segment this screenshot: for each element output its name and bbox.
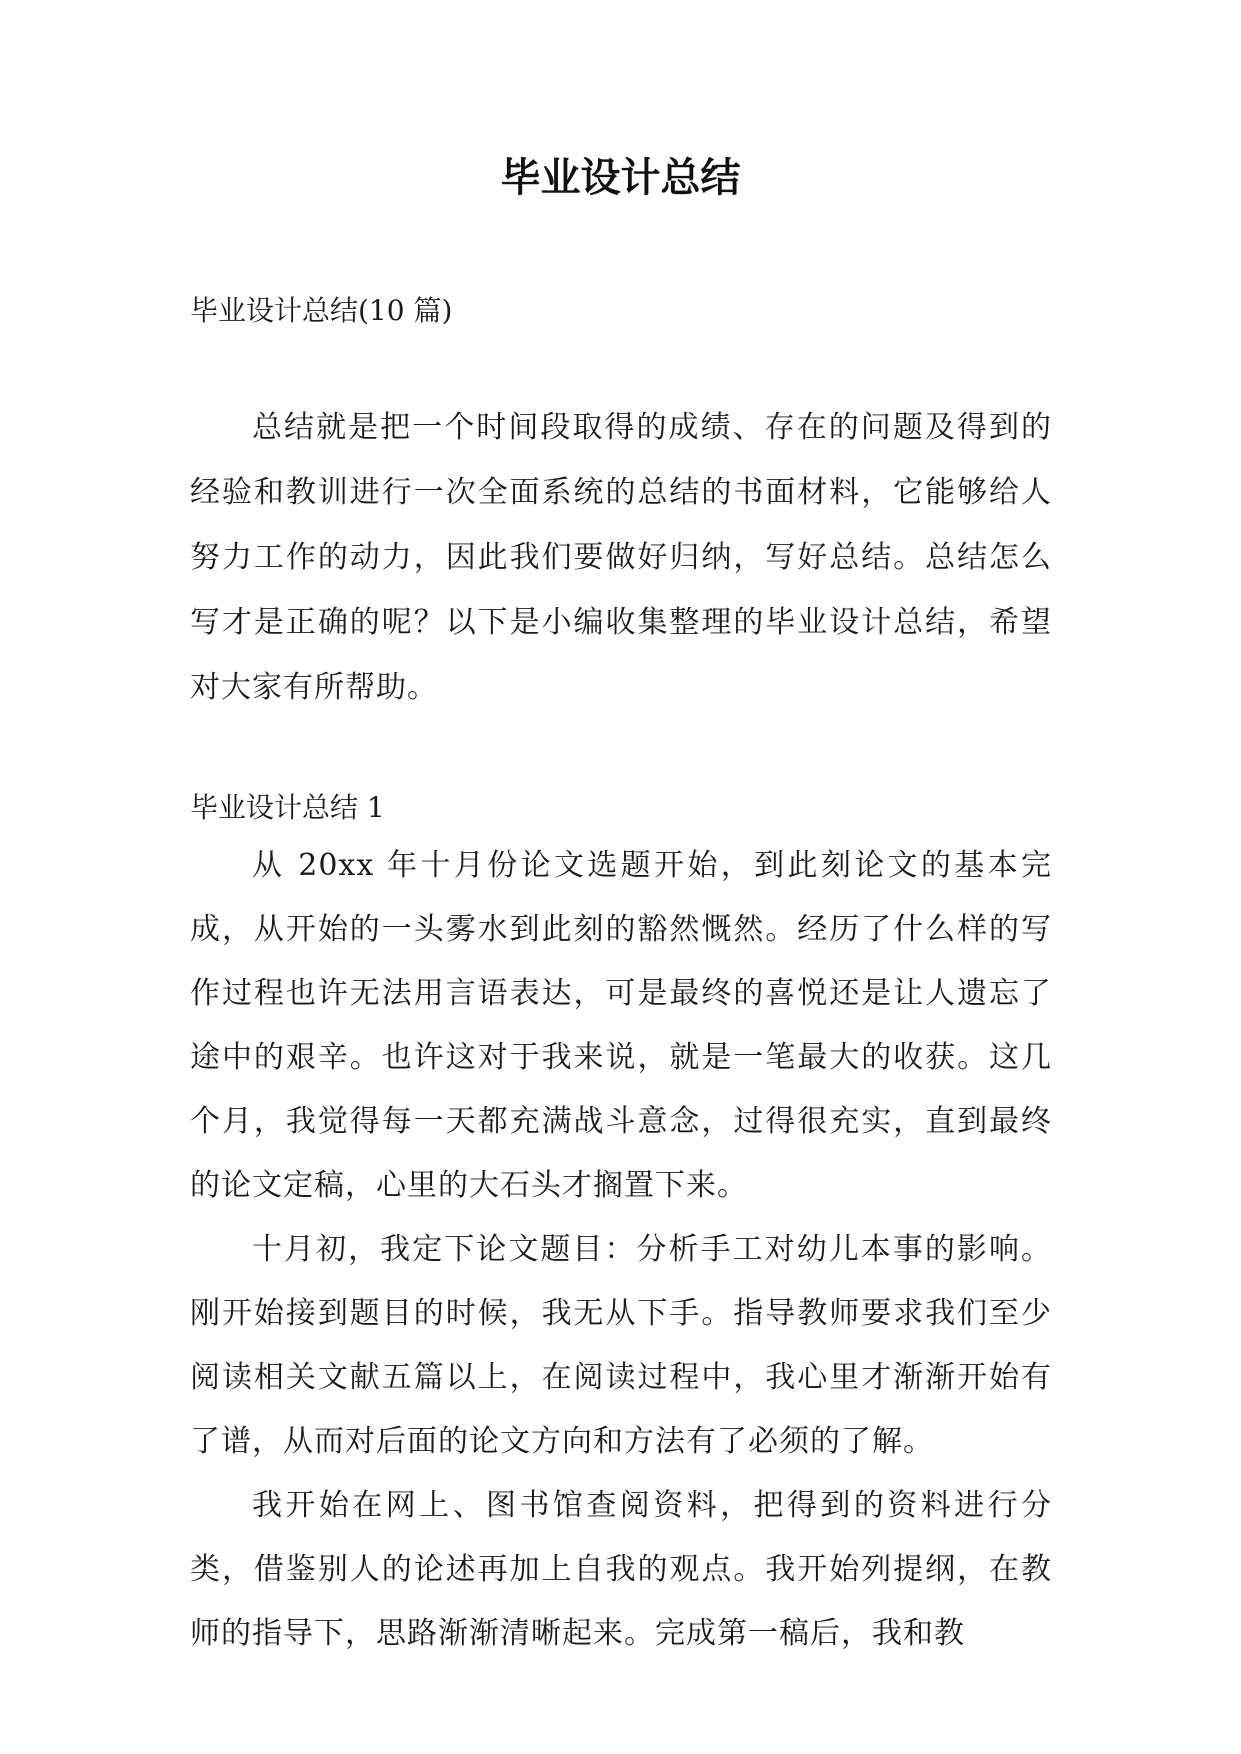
body-paragraph: 十月初，我定下论文题目：分析手工对幼儿本事的影响。刚开始接到题目的时候，我无从下手。指导教师要求我们至少阅读相关文献五篇以上，在阅读过程中，我心里才渐渐开始有了谱，从而对后面的论文方向和方法有了必须的了解。 xyxy=(190,1232,1052,1459)
document-body xyxy=(190,288,1052,1666)
intro-paragraph: 总结就是把一个时间段取得的成绩、存在的问题及得到的经验和教训进行一次全面系统的总结的书面材料，它能够给人努力工作的动力，因此我们要做好归纳，写好总结。总结怎么写才是正确的呢？以下是小编收集整理的毕业设计总结，希望对大家有所帮助。 xyxy=(190,410,1052,705)
body-paragraph: 我开始在网上、图书馆查阅资料，把得到的资料进行分类，借鉴别人的论述再加上自我的观点。我开始列提纲，在教师的指导下，思路渐渐清晰起来。完成第一稿后，我和教 xyxy=(190,1488,1052,1651)
document-title: 毕业设计总结 xyxy=(500,155,741,201)
document-subtitle: 毕业设计总结(10 篇) xyxy=(190,294,453,327)
section-heading: 毕业设计总结 1 xyxy=(190,791,385,824)
body-paragraph: 从 20xx 年十月份论文选题开始，到此刻论文的基本完成，从开始的一头雾水到此刻的豁然慨然。经历了什么样的写作过程也许无法用言语表达，可是最终的喜悦还是让人遗忘了途中的艰辛。也许这对于我来说，就是一笔最大的收获。这几个月，我觉得每一天都充满战斗意念，过得很充实，直到最终的论文定稿，心里的大石头才搁置下来。 xyxy=(190,848,1052,1203)
